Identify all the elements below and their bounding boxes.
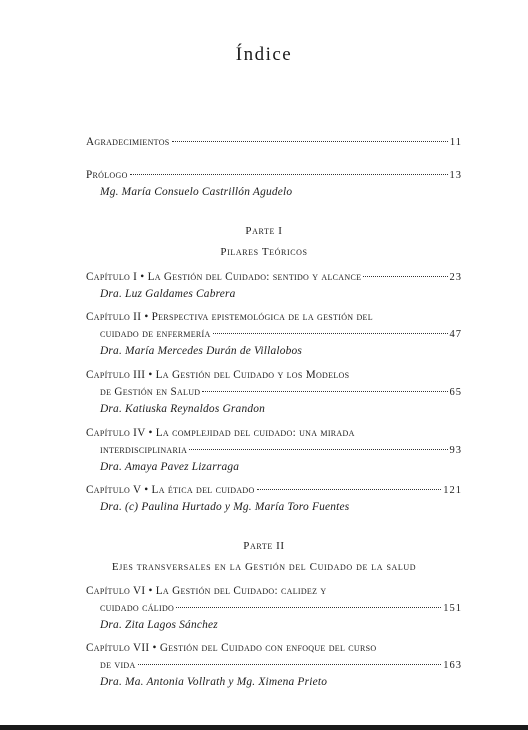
page-number: 47 <box>449 329 462 340</box>
part-heading-1 <box>0 223 528 261</box>
dot-leader <box>176 606 441 608</box>
page-number: 151 <box>443 603 462 614</box>
chapter-author: Dra. Amaya Pavez Lizarraga <box>100 461 240 473</box>
chapter-title: Capítulo IV • La complejidad del cuidado: una mirada <box>86 427 355 439</box>
toc-entry-chapter-6 <box>86 583 462 634</box>
dot-leader <box>172 140 448 142</box>
page-number: 121 <box>443 485 462 496</box>
chapter-title-cont: cuidado de enfermería <box>100 328 211 340</box>
chapter-author: Dra. Zita Lagos Sánchez <box>100 619 218 631</box>
dot-leader <box>363 275 447 277</box>
part-heading-2 <box>0 538 528 576</box>
chapter-title: Capítulo II • Perspectiva epistemológica de la gestión del <box>86 311 373 323</box>
toc-entry-chapter-2 <box>86 309 462 360</box>
page-number: 93 <box>449 445 462 456</box>
dot-leader <box>138 663 442 665</box>
entry-label: Agradecimientos <box>86 136 170 148</box>
chapter-author: Dra. María Mercedes Durán de Villalobos <box>100 345 303 357</box>
toc-entry-prologo <box>86 167 462 201</box>
chapter-title: Capítulo III • La Gestión del Cuidado y los Modelos <box>86 369 350 381</box>
dot-leader <box>257 488 442 490</box>
chapter-title-cont: interdisciplinaria <box>100 444 188 456</box>
dot-leader <box>202 390 447 392</box>
chapter-title-cont: de Gestión en Salud <box>100 386 201 398</box>
toc-entry-chapter-4 <box>86 425 462 476</box>
page-number: 163 <box>443 660 462 671</box>
toc-entry-chapter-7 <box>86 640 462 691</box>
page-title: Índice <box>235 44 293 65</box>
chapter-author: Dra. Luz Galdames Cabrera <box>100 288 236 300</box>
toc-entry-chapter-5 <box>86 482 462 516</box>
page-bottom-edge <box>0 725 528 730</box>
page-number: 13 <box>449 170 462 181</box>
chapter-author: Dra. Ma. Antonia Vollrath y Mg. Ximena Prieto <box>100 676 328 688</box>
part-name: Pilares Teóricos <box>220 246 308 258</box>
part-number: Parte I <box>245 225 283 237</box>
chapter-author: Dra. Katiuska Reynaldos Grandon <box>100 403 266 415</box>
page-number: 23 <box>449 272 462 283</box>
page-number: 65 <box>449 387 462 398</box>
chapter-title: Capítulo VII • Gestión del Cuidado con enfoque del curso <box>86 642 377 654</box>
dot-leader <box>189 448 447 450</box>
chapter-title-cont: de vida <box>100 659 136 671</box>
toc-entry-agradecimientos <box>86 134 462 151</box>
part-name: Ejes transversales en la Gestión del Cuidado de la salud <box>111 561 417 573</box>
toc-entry-chapter-1 <box>86 269 462 303</box>
chapter-author: Dra. (c) Paulina Hurtado y Mg. María Toro Fuentes <box>100 501 350 513</box>
dot-leader <box>213 332 448 334</box>
chapter-title: Capítulo VI • La Gestión del Cuidado: calidez y <box>86 585 327 597</box>
chapter-title: Capítulo V • La ética del cuidado <box>86 484 255 496</box>
dot-leader <box>130 173 448 175</box>
chapter-title: Capítulo I • La Gestión del Cuidado: sentido y alcance <box>86 271 362 283</box>
entry-label: Prólogo <box>86 169 128 181</box>
part-number: Parte II <box>243 540 285 552</box>
toc-entry-chapter-3 <box>86 367 462 418</box>
chapter-title-cont: cuidado cálido <box>100 602 175 614</box>
page-number: 11 <box>449 137 462 148</box>
entry-author: Mg. María Consuelo Castrillón Agudelo <box>100 186 293 198</box>
